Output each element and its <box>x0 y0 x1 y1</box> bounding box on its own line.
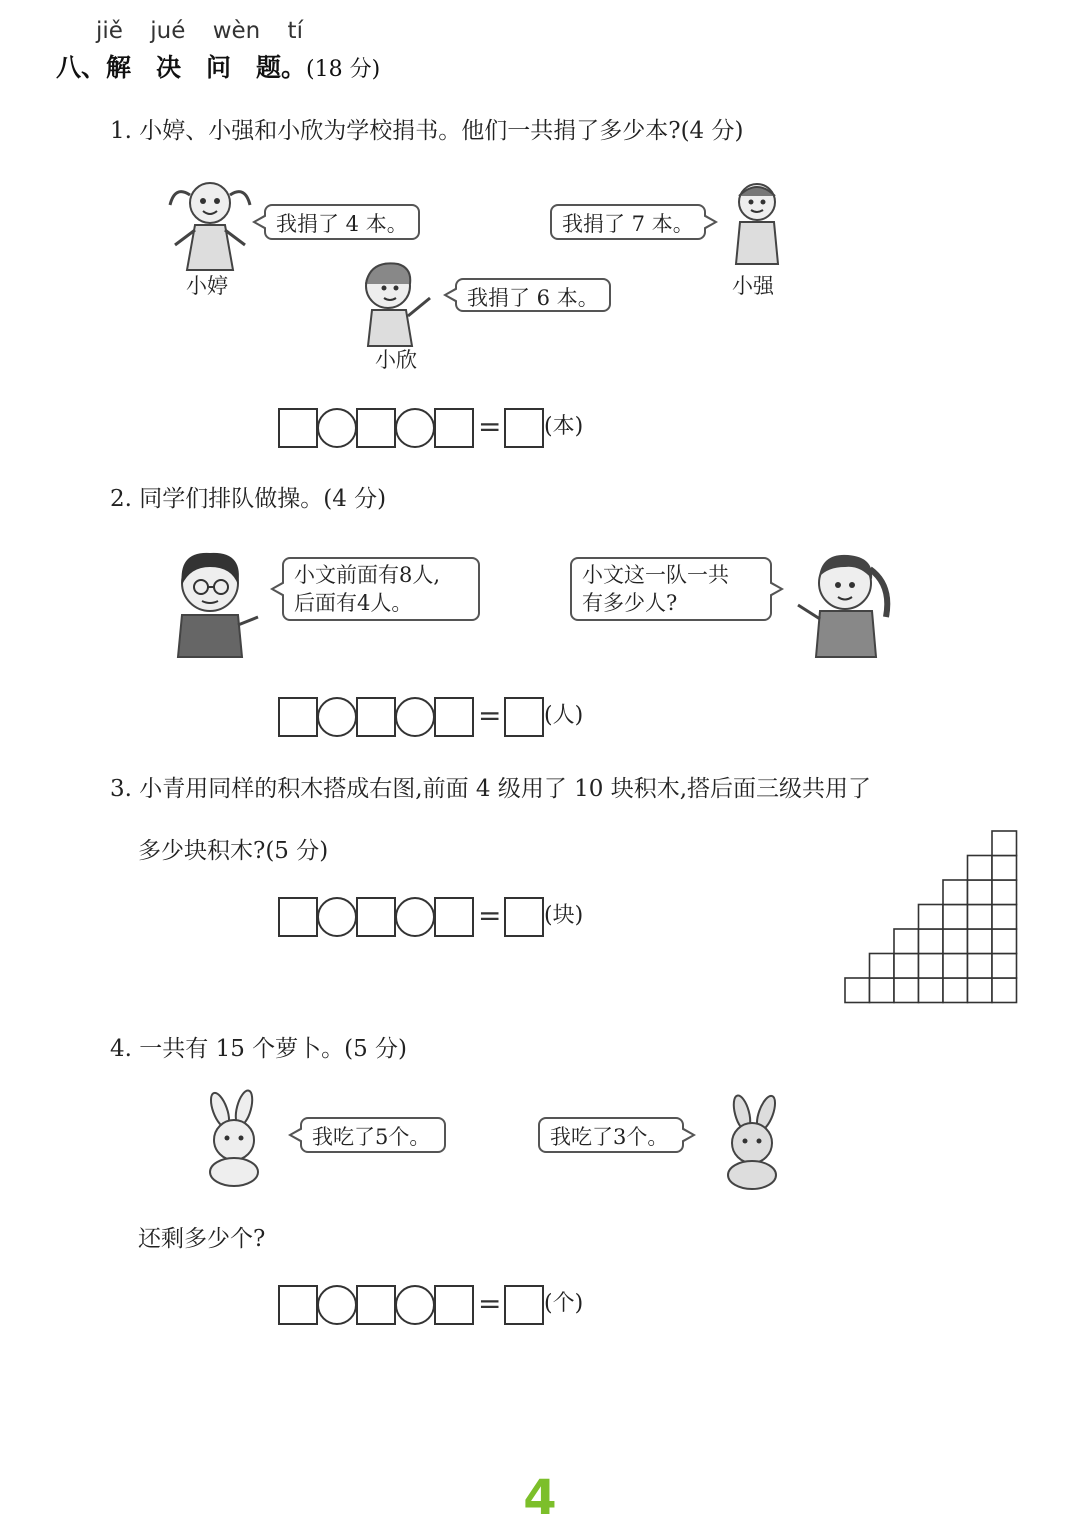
rabbit-right-illustration <box>710 1095 794 1190</box>
staircase-block <box>943 954 968 979</box>
staircase-block <box>919 954 944 979</box>
staircase-block <box>968 954 993 979</box>
staircase-block <box>968 880 993 905</box>
staircase-block <box>943 880 968 905</box>
answer-box[interactable] <box>434 697 474 737</box>
staircase-block <box>943 905 968 930</box>
answer-box[interactable] <box>434 897 474 937</box>
pinyin-syllable: wèn <box>212 18 261 44</box>
pinyin-syllable: jiě <box>96 18 123 44</box>
operator-circle[interactable] <box>317 897 357 937</box>
equals-sign: = <box>478 899 502 932</box>
title-pinyin <box>96 18 323 44</box>
result-box[interactable] <box>504 1285 544 1325</box>
name-ting: 小婷 <box>186 274 228 298</box>
equals-sign: = <box>478 410 502 443</box>
operator-circle[interactable] <box>317 697 357 737</box>
section-points: (18 分) <box>306 57 381 82</box>
staircase-block <box>894 978 919 1003</box>
block-staircase-figure <box>844 830 1022 1008</box>
staircase-block <box>968 929 993 954</box>
answer-equation-1 <box>278 408 618 446</box>
speech-bubble-teacher <box>282 557 480 621</box>
teacher-illustration <box>160 545 265 660</box>
answer-equation-2 <box>278 697 618 735</box>
girl-with-ponytail-illustration <box>790 545 895 660</box>
staircase-block <box>894 929 919 954</box>
name-qiang: 小强 <box>732 274 774 298</box>
result-box[interactable] <box>504 897 544 937</box>
question-3-text-line1: 3. 小青用同样的积木搭成右图,前面 4 级用了 10 块积木,搭后面三级共用了 <box>110 776 872 802</box>
answer-box[interactable] <box>356 897 396 937</box>
staircase-block <box>919 905 944 930</box>
answer-box[interactable] <box>434 408 474 448</box>
staircase-block <box>992 954 1017 979</box>
staircase-block <box>919 978 944 1003</box>
staircase-block <box>870 978 895 1003</box>
operator-circle[interactable] <box>317 1285 357 1325</box>
page-number: 4 <box>523 1470 557 1526</box>
equals-sign: = <box>478 1287 502 1320</box>
girl-ting-illustration <box>165 175 255 275</box>
question-4-subquestion: 还剩多少个? <box>138 1226 266 1252</box>
staircase-block <box>919 929 944 954</box>
answer-equation-3 <box>278 897 618 935</box>
operator-circle[interactable] <box>317 408 357 448</box>
speech-bubble-teacher-line: 后面有4人。 <box>294 591 413 615</box>
boy-qiang-illustration <box>722 178 792 266</box>
speech-bubble-ting: 我捐了 4 本。 <box>264 204 420 240</box>
staircase-block <box>943 978 968 1003</box>
speech-bubble-teacher-line: 小文前面有8人, <box>294 563 441 587</box>
pinyin-syllable: jué <box>150 18 186 44</box>
answer-box[interactable] <box>356 408 396 448</box>
section-title <box>56 48 380 84</box>
staircase-block <box>992 856 1017 881</box>
speech-bubble-rabbit-left: 我吃了5个。 <box>300 1117 446 1153</box>
speech-bubble-rabbit-right: 我吃了3个。 <box>538 1117 684 1153</box>
answer-box[interactable] <box>356 697 396 737</box>
operator-circle[interactable] <box>395 697 435 737</box>
staircase-block <box>992 831 1017 856</box>
question-1-text: 1. 小婷、小强和小欣为学校捐书。他们一共捐了多少本?(4 分) <box>110 118 744 144</box>
staircase-block <box>894 954 919 979</box>
unit-label: (本) <box>544 414 584 439</box>
staircase-block <box>992 905 1017 930</box>
answer-box[interactable] <box>278 408 318 448</box>
staircase-block <box>943 929 968 954</box>
answer-equation-4 <box>278 1285 618 1323</box>
answer-box[interactable] <box>278 697 318 737</box>
operator-circle[interactable] <box>395 408 435 448</box>
staircase-block <box>968 978 993 1003</box>
name-xin: 小欣 <box>375 348 417 372</box>
answer-box[interactable] <box>278 1285 318 1325</box>
speech-bubble-girl-line: 小文这一队一共 <box>582 563 729 587</box>
speech-bubble-xin: 我捐了 6 本。 <box>455 278 611 312</box>
staircase-block <box>870 954 895 979</box>
answer-box[interactable] <box>278 897 318 937</box>
staircase-block <box>968 856 993 881</box>
equals-sign: = <box>478 699 502 732</box>
unit-label: (个) <box>544 1291 584 1316</box>
speech-bubble-girl-line: 有多少人? <box>582 591 678 615</box>
question-3-text-line2: 多少块积木?(5 分) <box>138 838 329 864</box>
result-box[interactable] <box>504 408 544 448</box>
speech-bubble-qiang: 我捐了 7 本。 <box>550 204 706 240</box>
question-2-text: 2. 同学们排队做操。(4 分) <box>110 486 387 512</box>
speech-bubble-girl <box>570 557 772 621</box>
staircase-block <box>968 905 993 930</box>
answer-box[interactable] <box>356 1285 396 1325</box>
rabbit-left-illustration <box>192 1092 276 1187</box>
unit-label: (块) <box>544 903 584 928</box>
pinyin-syllable: tí <box>287 18 303 44</box>
staircase-block <box>845 978 870 1003</box>
answer-box[interactable] <box>434 1285 474 1325</box>
staircase-block <box>992 929 1017 954</box>
staircase-block <box>992 880 1017 905</box>
question-4-text: 4. 一共有 15 个萝卜。(5 分) <box>110 1036 408 1062</box>
girl-xin-illustration <box>350 258 440 348</box>
operator-circle[interactable] <box>395 1285 435 1325</box>
staircase-block <box>992 978 1017 1003</box>
operator-circle[interactable] <box>395 897 435 937</box>
result-box[interactable] <box>504 697 544 737</box>
unit-label: (人) <box>544 703 584 728</box>
section-title-text: 八、解 决 问 题。 <box>56 53 307 82</box>
